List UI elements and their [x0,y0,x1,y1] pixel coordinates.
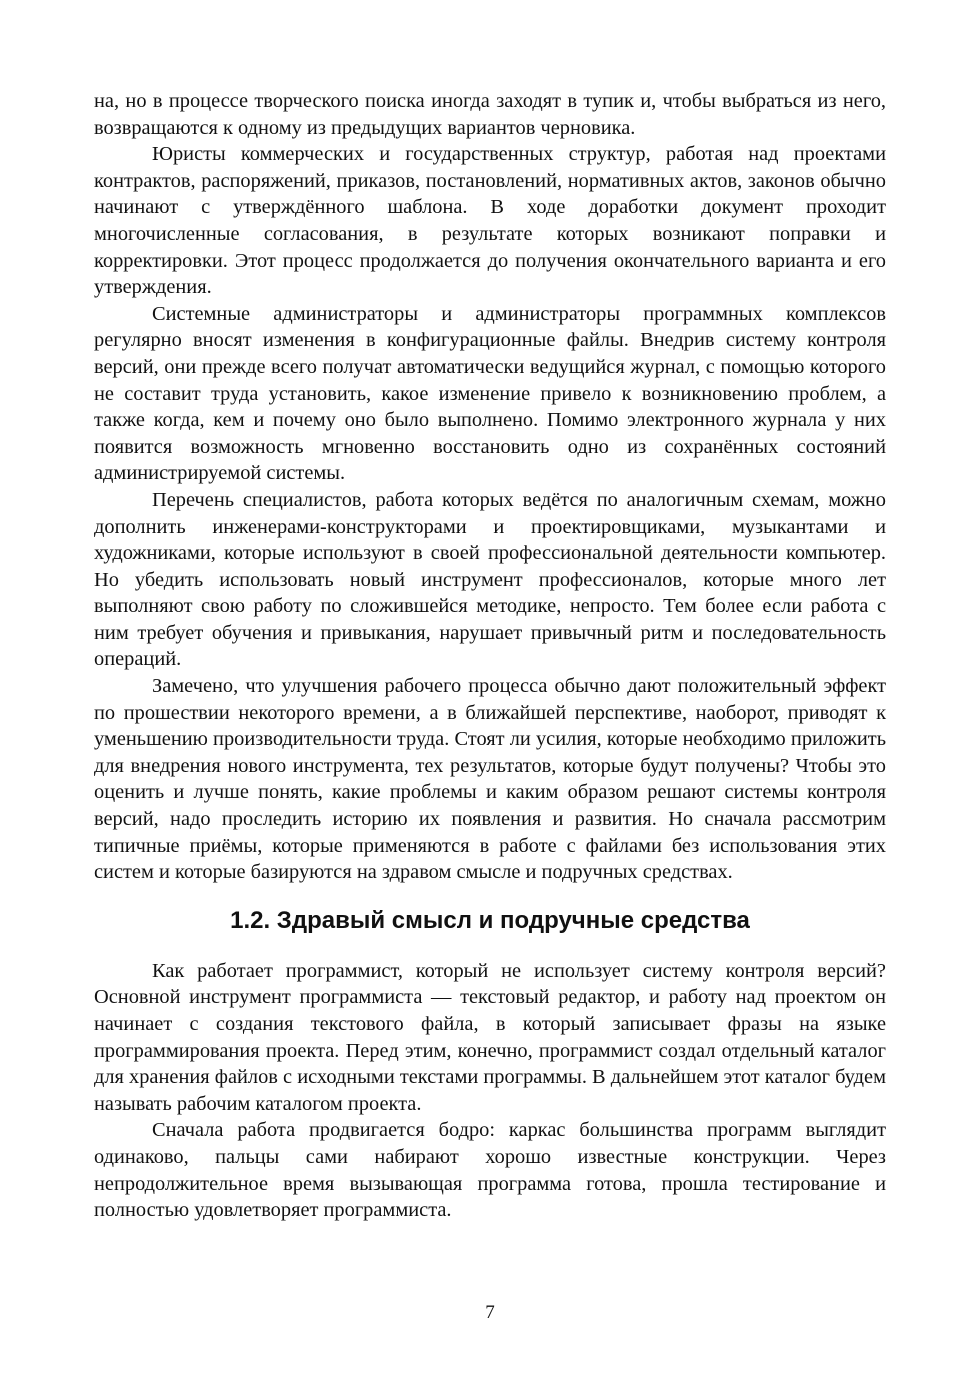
body-text-bottom [94,958,886,1224]
body-text-top [94,88,886,886]
paragraph-work-progress: Сначала работа продвигается бодро: каркас большинства программ выглядит одинаково, пальцы сами набирают хорошо известные конструкции. Через непродолжительное время вызывающая программа готова, прошла тестирование и полностью удовлетворяет программиста. [94,1119,886,1222]
paragraph-programmer: Как работает программист, который не использует систему контроля версий? Основной инструмент программиста — текстовый редактор, и работу над проектом он начинает с создания текстового файла, в который записывает фразы на языке программирования проекта. Перед этим, конечно, программист создал отдельный каталог для хранения файлов с исходными текстами программы. В дальнейшем этот каталог будем называть рабочим каталогом проекта. [94,959,886,1115]
paragraph-lawyers: Юристы коммерческих и государственных структур, работая над проектами контрактов, распоряжений, приказов, постановлений, нормативных актов, законов обычно начинают с утверждённого шаблона. В ходе доработки документ проходит многочисленные согласования, в результате которых возникают поправки и корректировки. Этот процесс продолжается до получения окончательного варианта и его утверждения. [94,143,886,299]
paragraph-continuation: на, но в процессе творческого поиска иногда заходят в тупик и, чтобы выбраться из него, возвращаются к одному из предыдущих вариантов черновика. [94,90,886,139]
paragraph-specialists: Перечень специалистов, работа которых ведётся по аналогичным схемам, можно дополнить инженерами-конструкторами и проектировщиками, музыкантами и художниками, которые используют в своей профессиональной деятельности компьютер. Но убедить использовать новый инструмент профессионалов, которые много лет выполняют свою работу по сложившейся методике, непросто. Тем более если работа с ним требует обучения и привыкания, нарушает привычный ритм и последовательность операций. [94,488,886,671]
section-heading: 1.2. Здравый смысл и подручные средства [230,906,750,934]
page-content [94,88,886,1224]
paragraph-improvements: Замечено, что улучшения рабочего процесса обычно дают положительный эффект по прошествии некоторого времени, а в ближайшей перспективе, наоборот, приводят к уменьшению производительности труда. Стоят ли усилия, которые необходимо приложить для внедрения нового инструмента, тех результатов, которые будут получены? Чтобы это оценить и лучше понять, какие проблемы и каким образом решают системы контроля версий, надо проследить историю их появления и развития. Но сначала рассмотрим типичные приёмы, которые применяются в работе с файлами без использования этих систем и которые базируются на здравом смысле и подручных средствах. [94,675,886,884]
paragraph-sysadmins: Системные администраторы и администраторы программных комплексов регулярно вносят изменения в конфигурационные файлы. Внедрив систему контроля версий, они прежде всего получат автоматически ведущийся журнал, с помощью которого не составит труда установить, какое изменение привело к возникновению проблем, а также когда, кем и почему оно было выполнено. Помимо электронного журнала у них появится возможность мгновенно восстановить одно из сохранённых состояний администрируемой системы. [94,302,886,485]
page-number: 7 [485,1302,495,1323]
